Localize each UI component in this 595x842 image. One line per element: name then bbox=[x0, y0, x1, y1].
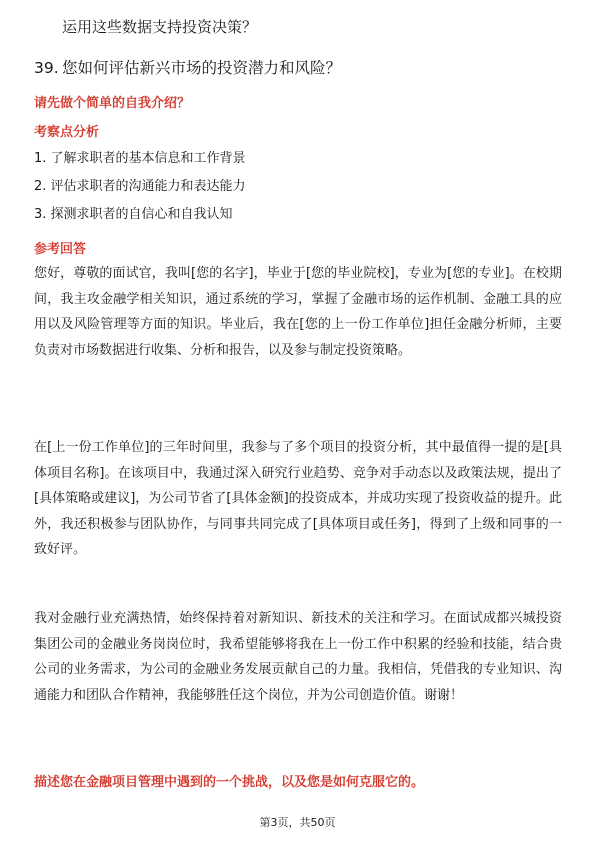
answer-paragraph bbox=[34, 261, 562, 363]
page-number: 第3页，共50页 bbox=[259, 816, 336, 829]
analysis-heading: 考察点分析 bbox=[34, 125, 100, 140]
answer-paragraph-text: 在[上一份工作单位]的三年时间里，我参与了多个项目的投资分析，其中最值得一提的是[具体项目名称]。在该项目中，我通过深入研究行业趋势、竞争对手动态以及政策法规，提出了[具体策略或建议]，为公司节省了[具体金额]的投资成本，并成功实现了投资收益的提升。此外，我还积极参与团队协作，与同事共同完成了[具体项目或任务]，得到了上级和同事的一致好评。 bbox=[34, 440, 562, 557]
reference-heading: 参考回答 bbox=[34, 242, 87, 257]
analysis-item: 3. 探测求职者的自信心和自我认知 bbox=[34, 207, 233, 222]
previous-question-tail: 运用这些数据支持投资决策？ bbox=[62, 18, 258, 36]
answer-paragraph bbox=[34, 435, 562, 563]
analysis-item: 2. 评估求职者的沟通能力和表达能力 bbox=[34, 179, 246, 194]
answer-paragraph bbox=[34, 606, 562, 708]
question-number: 39. bbox=[34, 59, 59, 77]
analysis-item: 1. 了解求职者的基本信息和工作背景 bbox=[34, 151, 246, 166]
sub-question: 请先做个简单的自我介绍？ bbox=[34, 96, 191, 111]
next-question: 描述您在金融项目管理中遇到的一个挑战，以及您是如何克服它的。 bbox=[34, 775, 425, 790]
question-text: 您如何评估新兴市场的投资潜力和风险？ bbox=[62, 59, 342, 77]
question-heading bbox=[34, 57, 341, 79]
answer-paragraph-text: 您好，尊敬的面试官，我叫[您的名字]，毕业于[您的毕业院校]，专业为[您的专业]。在校期间，我主攻金融学相关知识，通过系统的学习，掌握了金融市场的运作机制、金融工具的应用以及风险管理等方面的知识。毕业后，我在[您的上一份工作单位]担任金融分析师，主要负责对市场数据进行收集、分析和报告，以及参与制定投资策略。 bbox=[34, 266, 562, 358]
answer-paragraph-text: 我对金融行业充满热情，始终保持着对新知识、新技术的关注和学习。在面试成都兴城投资集团公司的金融业务岗岗位时，我希望能够将我在上一份工作中积累的经验和技能，结合贵公司的业务需求，为公司的金融业务发展贡献自己的力量。我相信，凭借我的专业知识、沟通能力和团队合作精神，我能够胜任这个岗位，并为公司创造价值。谢谢！ bbox=[34, 611, 562, 703]
